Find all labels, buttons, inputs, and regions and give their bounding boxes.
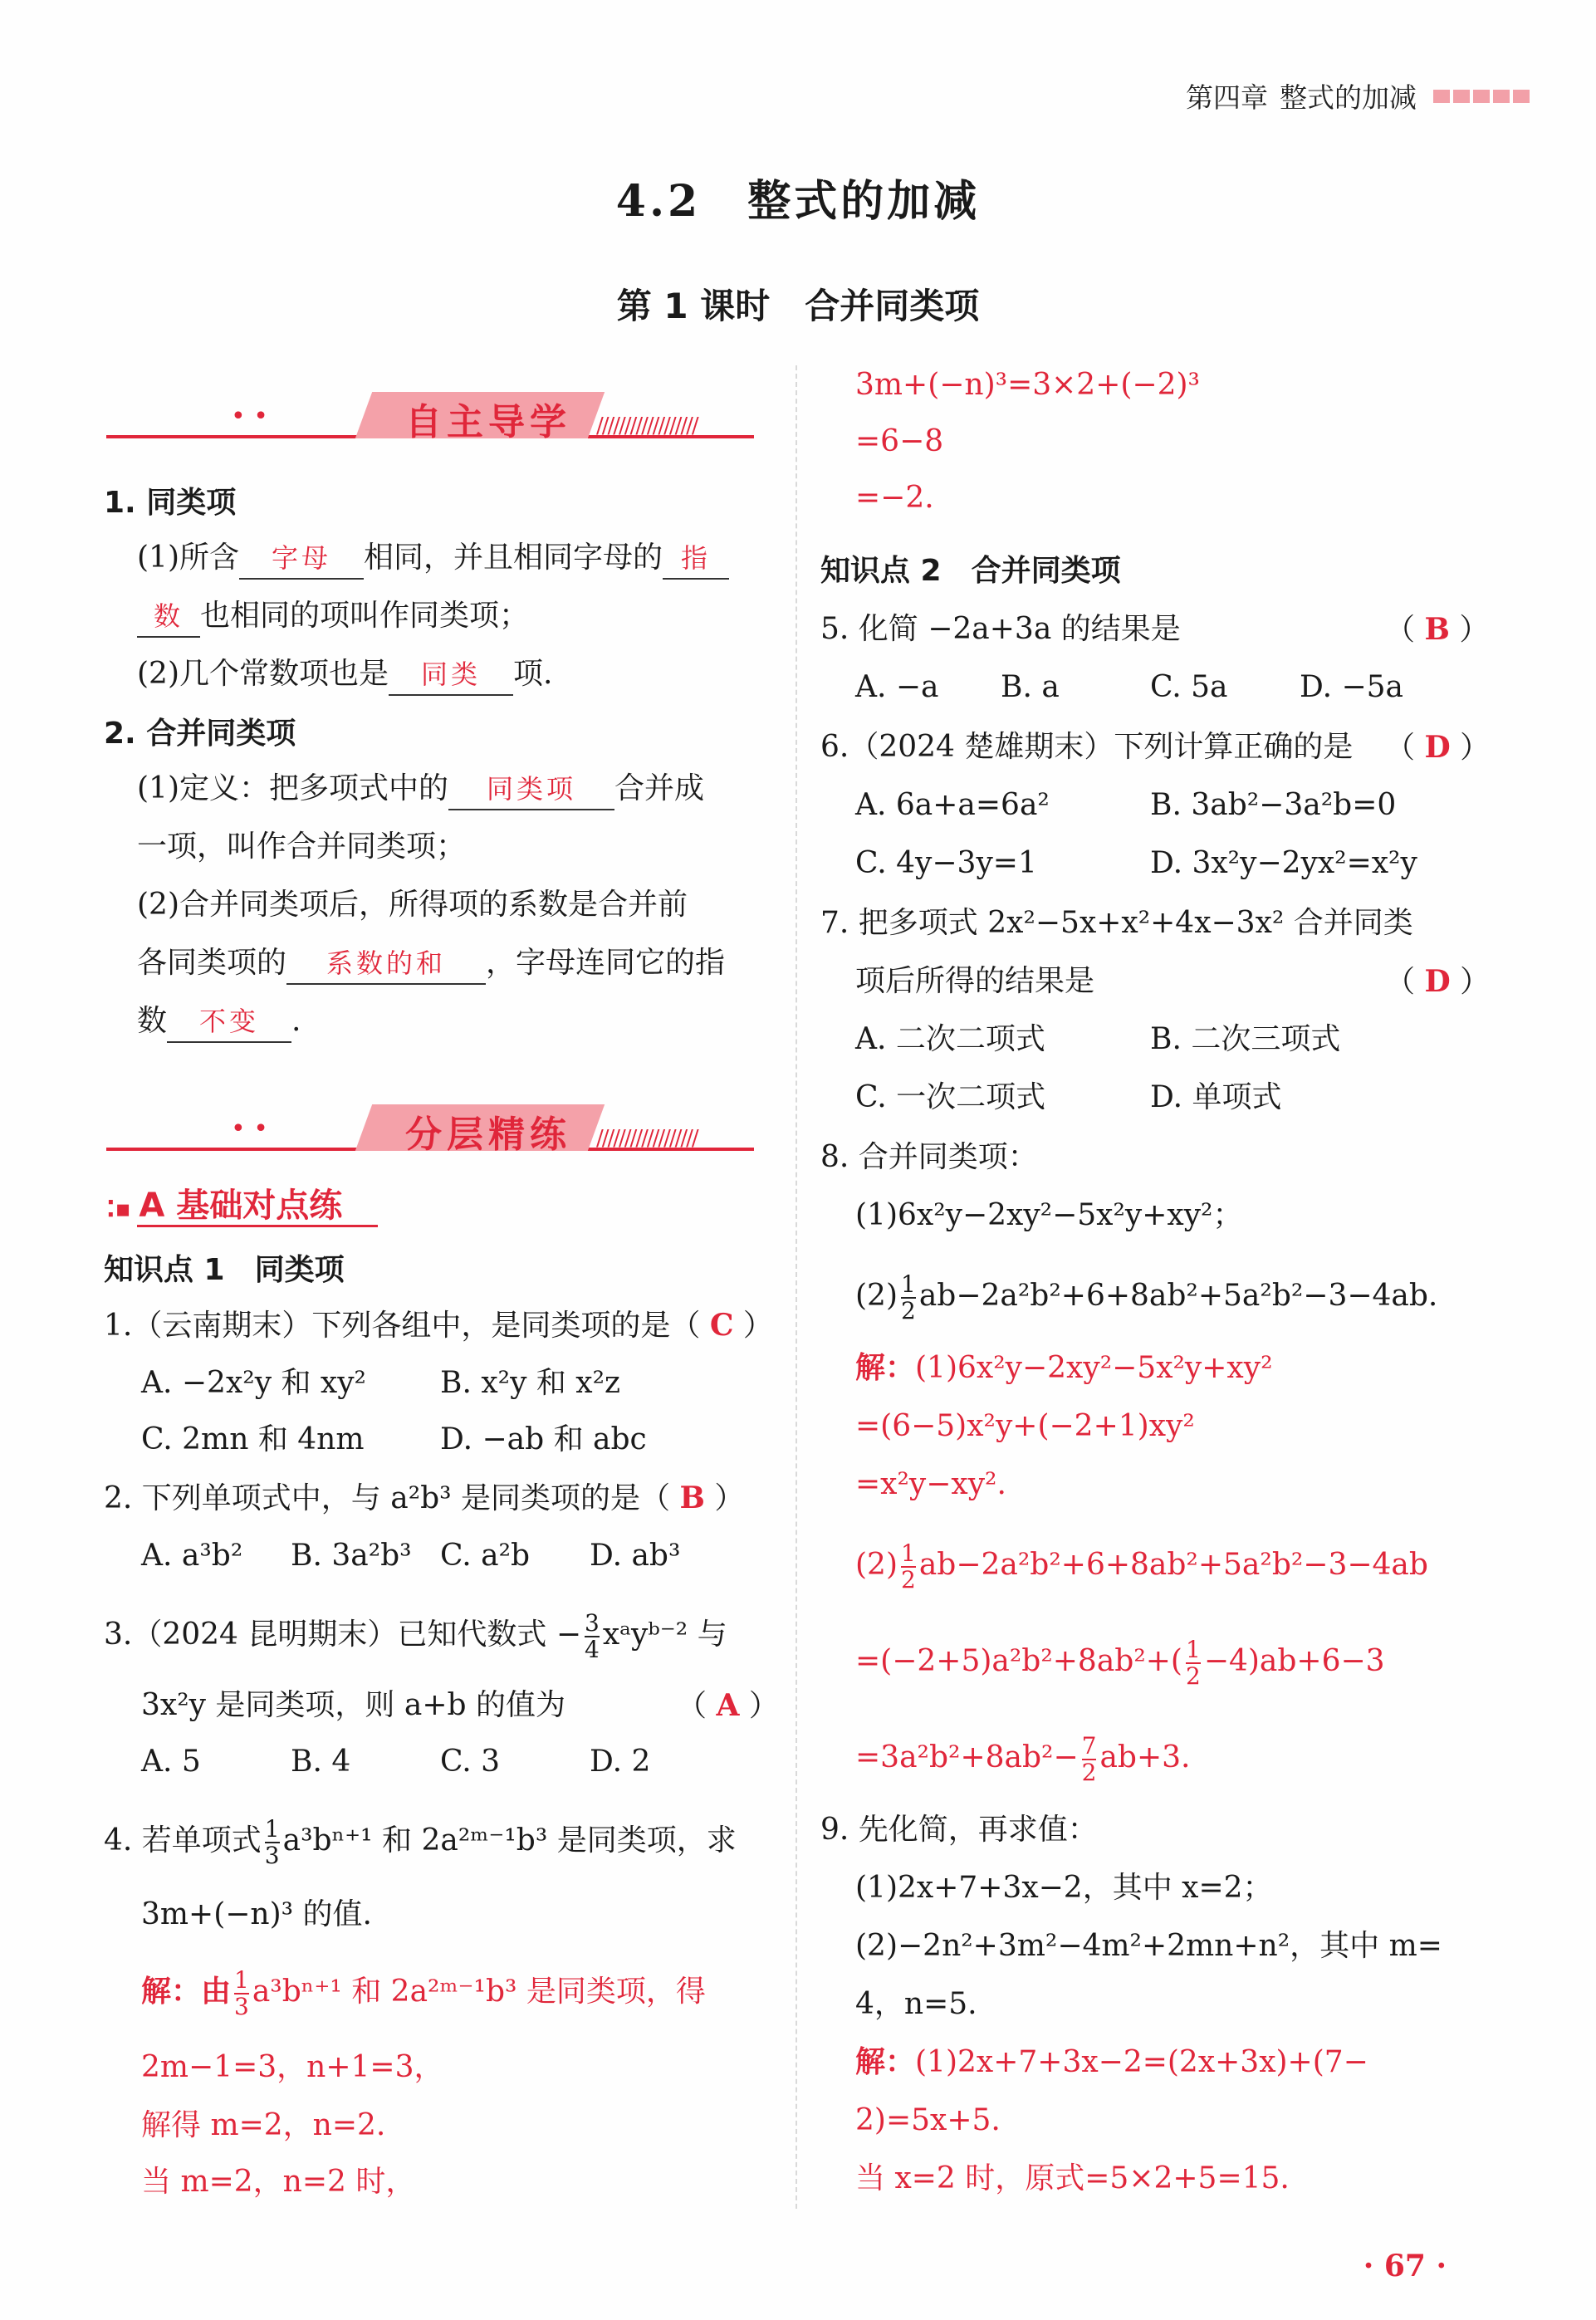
q4-solution-line-1: 解：由 $\frac{1}{3}$ a³bⁿ⁺¹ 和 2a²ᵐ⁻¹b³ 是同类项，得 — [141, 1966, 706, 2020]
q6-option-b: B. 3ab²−3a²b=0 — [1150, 788, 1397, 822]
line-2-1: (1)定义：把多项式中的 同类项 合并成 — [137, 769, 704, 810]
banner-ticks-icon: ////////////////// — [596, 1126, 698, 1151]
q1-option-c: C. 2mn 和 4nm — [141, 1422, 365, 1456]
q5-option-d: D. −5a — [1300, 670, 1403, 704]
q2-option-c: C. a²b — [440, 1539, 531, 1573]
q2-option-a: A. a³b² — [141, 1539, 243, 1573]
q5-option-a: A. −a — [855, 670, 939, 704]
blank-answer-3: 同类 — [389, 654, 513, 696]
banner-practice — [106, 1101, 754, 1159]
q7-answer-bracket: （ D ） — [1385, 964, 1491, 999]
q1-option-b: B. x²y 和 x²z — [440, 1366, 621, 1400]
q4-solution-line-6: =6−8 — [855, 424, 944, 458]
q7-option-d: D. 单项式 — [1150, 1080, 1282, 1114]
answer-q2: B — [679, 1481, 705, 1515]
q1-option-d: D. −ab 和 abc — [440, 1422, 647, 1456]
q9-solution-line-3: 当 x=2 时，原式=5×2+5=15. — [855, 2161, 1290, 2195]
q9-solution-line-1: 解：(1)2x+7+3x−2=(2x+3x)+(7− — [855, 2045, 1368, 2079]
line-2-3: (2)合并同类项后，所得项的系数是合并前 — [137, 888, 688, 922]
q7-option-a: A. 二次二项式 — [855, 1022, 1045, 1056]
question-4-line-2: 3m+(−n)³ 的值. — [141, 1897, 372, 1931]
blank-answer-2b: 数 — [137, 596, 200, 638]
q2-option-d: D. ab³ — [590, 1539, 681, 1573]
answer-q1: C — [709, 1308, 734, 1343]
q2-option-b: B. 3a²b³ — [291, 1539, 412, 1573]
blank-answer-2a: 指 — [663, 538, 729, 580]
question-9-part-2-line-1: (2)−2n²+3m²−4m²+2mn+n²，其中 m= — [855, 1929, 1442, 1963]
page-number: · 67 · — [1363, 2249, 1447, 2283]
page-title: 4.2 整式的加减 — [615, 176, 981, 227]
q3-option-a: A. 5 — [141, 1745, 201, 1779]
section-heading-2: 2. 合并同类项 — [104, 717, 296, 751]
running-header — [1186, 76, 1530, 115]
q8-solution-line-2: =(6−5)x²y+(−2+1)xy² — [855, 1409, 1195, 1443]
blank-answer-6: 不变 — [167, 1001, 291, 1043]
q8-solution-line-4: (2) $\frac{1}{2}$ ab−2a²b²+6+8ab²+5a²b²−3−4ab — [855, 1539, 1428, 1593]
q7-option-c: C. 一次二项式 — [855, 1080, 1046, 1114]
q4-solution-line-4: 当 m=2，n=2 时， — [141, 2165, 416, 2199]
question-1: 1.（云南期末）下列各组中，是同类项的是（ C ） — [104, 1308, 773, 1343]
q8-solution-line-3: =x²y−xy². — [855, 1467, 1006, 1501]
q6-option-d: D. 3x²y−2yx²=x²y — [1150, 846, 1417, 880]
q3-answer-bracket: （ A ） — [677, 1688, 779, 1723]
line-2-2: 一项，叫作合并同类项； — [137, 830, 467, 864]
question-4-line-1: 4. 若单项式 $\frac{1}{3}$ a³bⁿ⁺¹ 和 2a²ᵐ⁻¹b³ 是同类项，求 — [104, 1815, 737, 1869]
question-3-line-1: 3.（2024 昆明期末）已知代数式 − $\frac{3}{4}$ xᵃyᵇ⁻² 与 — [104, 1609, 727, 1663]
q5-option-c: C. 5a — [1150, 670, 1228, 704]
section-heading-1: 1. 同类项 — [104, 486, 237, 520]
banner-dots-icon: • • — [231, 402, 268, 431]
question-7-line-2: 项后所得的结果是 — [855, 964, 1095, 998]
q8-solution-line-1: 解：(1)6x²y−2xy²−5x²y+xy² — [855, 1351, 1273, 1385]
q5-answer-bracket: （ B ） — [1385, 612, 1490, 647]
question-8-part-1: (1)6x²y−2xy²−5x²y+xy²； — [855, 1198, 1243, 1232]
question-8-part-2: (2) $\frac{1}{2}$ ab−2a²b²+6+8ab²+5a²b²−3−4ab. — [855, 1270, 1438, 1324]
question-7-line-1: 7. 把多项式 2x²−5x+x²+4x−3x² 合并同类 — [820, 906, 1413, 940]
q8-solution-line-5: =(−2+5)a²b²+8ab²+( $\frac{1}{2}$ −4)ab+6−3 — [855, 1636, 1385, 1690]
lesson-title: 第 1 课时 合并同类项 — [616, 286, 980, 326]
q4-solution-line-7: =−2. — [855, 481, 934, 515]
q1-option-a: A. −2x²y 和 xy² — [141, 1366, 366, 1400]
question-9-part-1: (1)2x+7+3x−2，其中 x=2； — [855, 1871, 1273, 1905]
answer-q6: D — [1424, 730, 1451, 765]
q3-option-b: B. 4 — [291, 1745, 351, 1779]
q6-option-a: A. 6a+a=6a² — [855, 788, 1050, 822]
blank-answer-4: 同类项 — [448, 769, 614, 810]
q3-option-c: C. 3 — [440, 1745, 501, 1779]
line-1-1: (1)所含 字母 相同，并且相同字母的 指 — [137, 538, 729, 580]
banner-label: 分层精练 — [405, 1114, 571, 1156]
q9-solution-line-2: 2)=5x+5. — [855, 2103, 1001, 2137]
banner-label: 自主导学 — [405, 401, 571, 443]
question-8: 8. 合并同类项： — [820, 1140, 1038, 1174]
question-9-part-2-line-2: 4，n=5. — [855, 1987, 977, 2021]
answer-q7: D — [1424, 964, 1451, 999]
subsection-a-underline — [137, 1225, 378, 1227]
blank-answer-1: 字母 — [239, 538, 364, 580]
header-chapter: 第四章 — [1186, 81, 1268, 114]
question-3-line-2: 3x²y 是同类项，则 a+b 的值为 — [141, 1688, 565, 1722]
knowledge-point-2: 知识点 2 合并同类项 — [820, 554, 1121, 588]
banner-self-study — [106, 389, 754, 447]
q6-option-c: C. 4y−3y=1 — [855, 846, 1037, 880]
blank-answer-5: 系数的和 — [286, 943, 486, 985]
knowledge-point-1: 知识点 1 同类项 — [104, 1253, 345, 1287]
line-1-2: 数 也相同的项叫作同类项； — [137, 596, 529, 638]
subsection-a-title: ⁚▪ A 基础对点练 — [106, 1187, 343, 1225]
line-1-3: (2)几个常数项也是 同类 项. — [137, 654, 552, 696]
banner-dots-icon: • • — [231, 1114, 268, 1143]
line-2-5: 数 不变 . — [137, 1001, 301, 1043]
q7-option-b: B. 二次三项式 — [1150, 1022, 1341, 1056]
header-title: 整式的加减 — [1280, 81, 1417, 114]
q6-answer-bracket: （ D ） — [1385, 730, 1491, 765]
q3-option-d: D. 2 — [590, 1745, 651, 1779]
q4-solution-line-2: 2m−1=3，n+1=3， — [141, 2050, 444, 2084]
question-2: 2. 下列单项式中，与 a²b³ 是同类项的是（ B ） — [104, 1481, 745, 1515]
q4-solution-line-3: 解得 m=2，n=2. — [141, 2108, 386, 2142]
header-decoration — [1433, 90, 1530, 103]
answer-q3: A — [716, 1688, 740, 1723]
question-6: 6.（2024 楚雄期末）下列计算正确的是 — [820, 730, 1354, 764]
q8-solution-line-6: =3a²b²+8ab²− $\frac{7}{2}$ ab+3. — [855, 1732, 1191, 1786]
question-5: 5. 化简 −2a+3a 的结果是 — [820, 612, 1181, 646]
line-2-4: 各同类项的 系数的和 ，字母连同它的指 — [137, 943, 725, 985]
q5-option-b: B. a — [1001, 670, 1060, 704]
banner-ticks-icon: ////////////////// — [596, 414, 698, 438]
q4-solution-line-5: 3m+(−n)³=3×2+(−2)³ — [855, 368, 1200, 402]
answer-q5: B — [1424, 612, 1450, 647]
column-divider — [796, 365, 797, 2209]
question-9: 9. 先化简，再求值： — [820, 1813, 1098, 1847]
